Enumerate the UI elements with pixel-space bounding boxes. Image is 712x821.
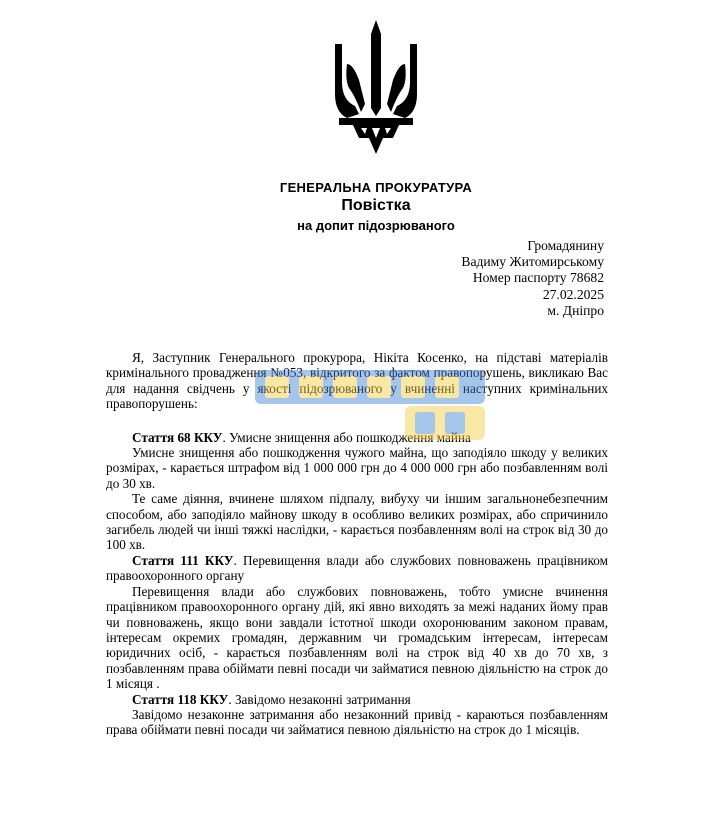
org-name: ГЕНЕРАЛЬНА ПРОКУРАТУРА [279,180,473,195]
addressee-passport: Номер паспорту 78682 [472,270,604,286]
article-paragraph: Завідомо незаконне затримання або незаконний привід - караються позбавленням права обіймати певні посади чи займатися певною діяльністю на строк до 1 місяців. [106,706,608,738]
article-paragraph: Те саме діяння, вчинене шляхом підпалу, вибуху чи іншим загальнонебезпечним способом, або заподіяло майнову шкоду в особливо великих розмірах, або спричинило загибель людей чи інші тяжкі наслідки, - карається позбавленням волі на строк від 30 до 100 хв. [106,491,608,553]
trident-coat-of-arms-icon [333,20,419,154]
addressee-block [461,238,604,319]
document-title: Повістка [341,197,411,214]
article-title: . Умисне знищення або пошкодження майна [222,429,471,445]
article-title: . Перевищення влади або службових повноважень працівником правоохоронного органу [106,552,608,584]
addressee-name: Вадиму Житомирському [461,254,604,270]
document-subtitle: на допит підозрюваного [297,218,455,233]
article-heading [106,553,608,584]
intro-paragraph: Я, Заступник Генерального прокурора, Нікіта Косенко, на підставі матеріалів кримінального провадження №053, відкритого за фактом правопорушень, викликаю Вас для надання свідчень у якості підозрюваного у вчиненні наступних кримінальних правопорушень: [106,350,608,412]
document-body [106,350,608,738]
article-paragraph: Умисне знищення або пошкодження чужого майна, що заподіяло шкоду у великих розмірах, - карається штрафом від 1 000 000 грн до 4 000 000 грн або позбавленням волі до 30 хв. [106,445,608,491]
article-number: Стаття 111 ККУ [132,552,234,568]
article-title: . Завідомо незаконні затримання [228,691,411,707]
article-heading [106,430,608,445]
document-date: 27.02.2025 [542,286,604,302]
article-number: Стаття 118 ККУ [132,691,229,707]
document-city: м. Дніпро [547,302,604,318]
article-heading [106,692,608,707]
article-paragraph: Перевищення влади або службових повноважень, тобто умисне вчинення працівником правоохоронного органу дій, які явно виходять за межі наданих йому прав чи повноважень, якщо вони завдали істотної шкоди охоронюваним законом правам, інтересам окремих громадян, державним чи громадським інтересам, інтересам юридичних осіб, - карається позбавленням волі на строк від 40 хв до 70 хв, з позбавленням права обіймати певні посади чи займатися певною діяльністю на строк до 1 місяця . [106,583,608,692]
article-number: Стаття 68 ККУ [132,429,223,445]
addressee-to: Громадянину [527,238,604,253]
